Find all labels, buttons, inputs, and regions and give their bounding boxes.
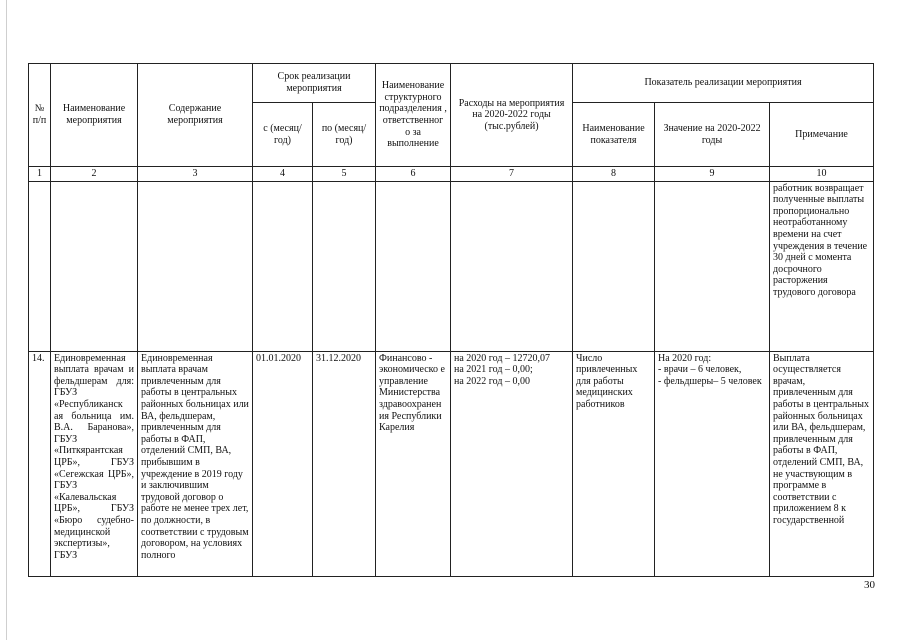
column-number: 10 (770, 167, 874, 182)
column-number: 4 (253, 167, 313, 182)
header-col-note: Примечание (770, 103, 874, 167)
column-number: 8 (573, 167, 655, 182)
end-date: 31.12.2020 (313, 351, 376, 576)
note: Выплата осуществляется врачам, привлеченным для работы в центральных районных больницах или ВА, фельдшерам, привлеченным для работы в ФАП, отделений СМП, ВА, не участвующим в программе в соответствии с приложением 8 к государственной (770, 351, 874, 576)
header-col-name: Наименование мероприятия (51, 64, 138, 167)
continuation-row (29, 181, 874, 351)
header-col-number: № п/п (29, 64, 51, 167)
column-number: 5 (313, 167, 376, 182)
row-number: 14. (29, 351, 51, 576)
column-number: 9 (655, 167, 770, 182)
page-edge-line (6, 0, 7, 640)
header-col-value: Значение на 2020-2022 годы (655, 103, 770, 167)
column-number: 2 (51, 167, 138, 182)
indicator-name: Число привлеченных для работы медицинских работников (573, 351, 655, 576)
header-col-end: по (месяц/ год) (313, 103, 376, 167)
header-indicator-group: Показатель реализации мероприятия (573, 64, 874, 103)
measures-table (28, 63, 874, 577)
responsible-unit: Финансово - экономическо е управление Министерства здравоохранен ия Республики Карелия (376, 351, 451, 576)
column-number: 7 (451, 167, 573, 182)
header-col-indicator: Наименование показателя (573, 103, 655, 167)
header-row-1 (29, 64, 874, 103)
column-number: 1 (29, 167, 51, 182)
header-col-content: Содержание мероприятия (138, 64, 253, 167)
table-row-14 (29, 351, 874, 576)
column-number: 3 (138, 167, 253, 182)
indicator-value: На 2020 год: - врачи – 6 человек, - фельдшеры– 5 человек (655, 351, 770, 576)
measure-name: Единовременная выплата врачам и фельдшерам для: ГБУЗ «Республиканск ая больница им. В.А. Баранова», ГБУЗ «Питкярантская ЦРБ», ГБУЗ «Сегежская ЦРБ», ГБУЗ «Калевальская ЦРБ», ГБУЗ «Бюро судебно-медицинской экспертизы», ГБУЗ (51, 351, 138, 576)
header-period-group: Срок реализации мероприятия (253, 64, 376, 103)
header-col-responsible: Наименование структурного подразделения , ответственног о за выполнение (376, 64, 451, 167)
expenses: на 2020 год – 12720,07 на 2021 год – 0,00; на 2022 год – 0,00 (451, 351, 573, 576)
header-col-start: с (месяц/ год) (253, 103, 313, 167)
measure-content: Единовременная выплата врачам привлеченным для работы в центральных районных больницах или ВА, фельдшерам, привлеченным для работы в ФАП, отделений СМП, ВА, прибывшим в учреждение в 2019 году и заключившим трудовой договор о работе не менее трех лет, по должности, в соответствии с трудовым договором, на условиях полного (138, 351, 253, 576)
header-col-expenses: Расходы на мероприятия на 2020-2022 годы (тыс.рублей) (451, 64, 573, 167)
column-number: 6 (376, 167, 451, 182)
page-number: 30 (864, 579, 875, 591)
column-numbers-row (29, 167, 874, 182)
continuation-note: работник возвращает полученные выплаты пропорционально неотработанному времени на счет учреждения в течение 30 дней с момента досрочного расторжения трудового договора (770, 181, 874, 351)
start-date: 01.01.2020 (253, 351, 313, 576)
